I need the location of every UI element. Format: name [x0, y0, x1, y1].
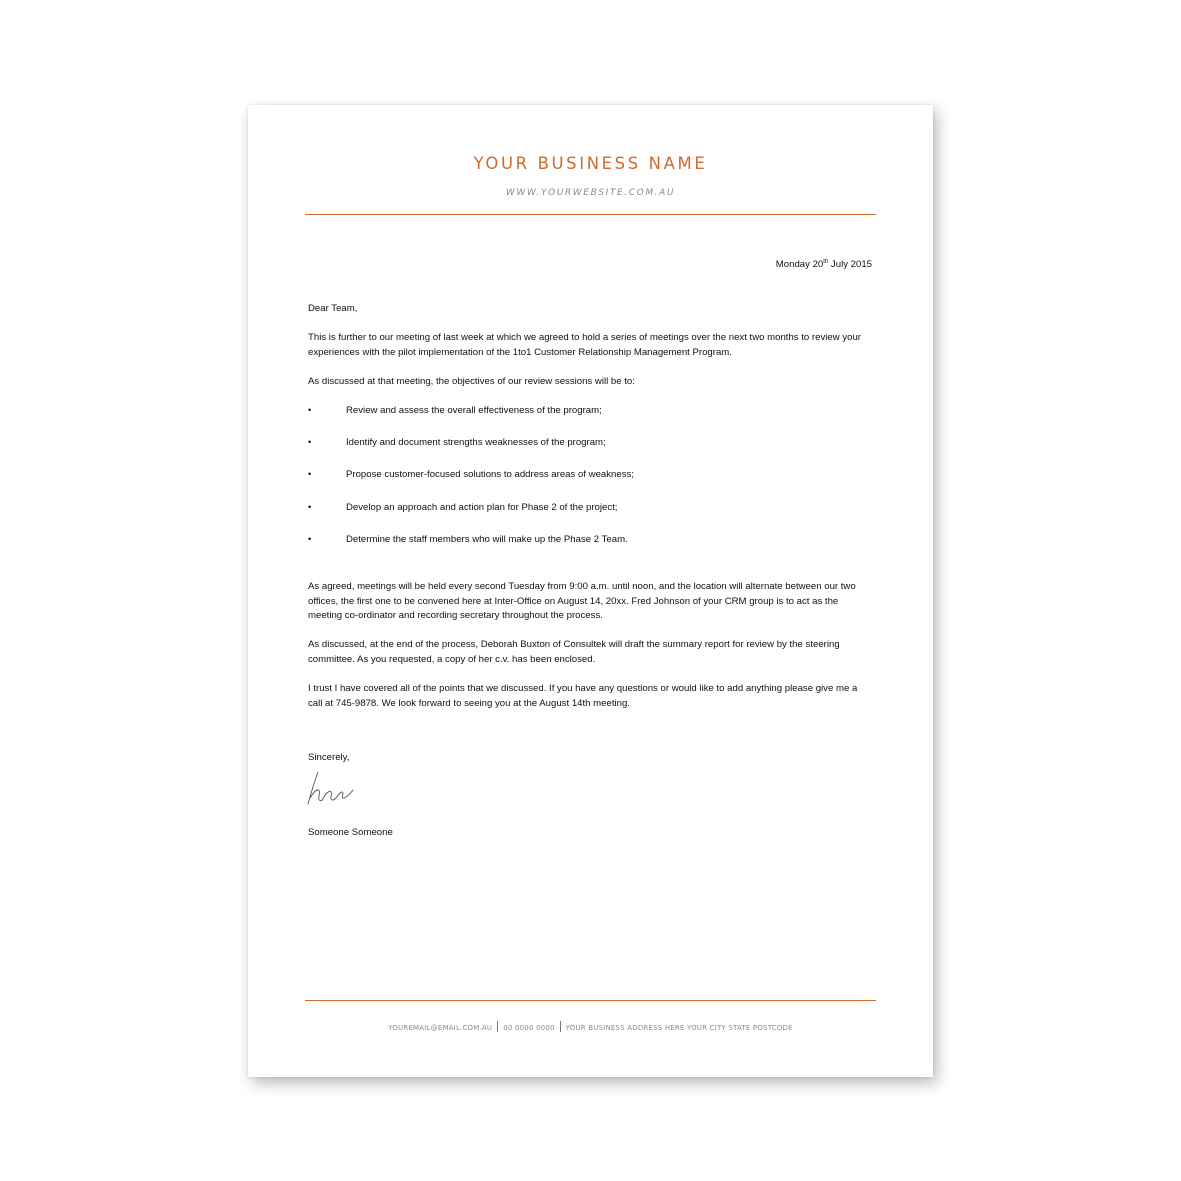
footer-phone: 00 0000 0000	[503, 1024, 555, 1032]
letter-date	[776, 258, 872, 273]
closing-paragraph: I trust I have covered all of the points that we discussed. If you have any questions or would like to add anything please give me a call at 745-9878. We look forward to seeing you at the August 14th meeting.	[308, 683, 858, 709]
objective-text: Review and assess the overall effectiveness of the program;	[346, 405, 602, 416]
bullet-icon: •	[308, 437, 312, 448]
bullet-icon: •	[308, 469, 312, 480]
footer-contact	[248, 1021, 933, 1034]
letterhead-page	[248, 105, 933, 1077]
footer-separator	[497, 1021, 498, 1032]
footer-divider	[305, 1000, 876, 1001]
report-paragraph: As discussed, at the end of the process, Deborah Buxton of Consultek will draft the summary report for review by the steering committee. As you requested, a copy of her c.v. has been enclosed.	[308, 639, 840, 665]
objectives-intro: As discussed at that meeting, the objectives of our review sessions will be to:	[308, 376, 635, 387]
intro-paragraph: This is further to our meeting of last week at which we agreed to hold a series of meetings over the next two months to review your experiences with the pilot implementation of the 1to1 Customer Relationship Management Program.	[308, 332, 861, 358]
signature-image	[306, 769, 370, 811]
website-url: WWW.YOURWEBSITE.COM.AU	[505, 188, 676, 198]
header-divider	[305, 214, 876, 215]
objective-text: Propose customer-focused solutions to address areas of weakness;	[346, 469, 634, 480]
footer-email: YOUREMAIL@EMAIL.COM.AU	[388, 1024, 493, 1032]
business-name: YOUR BUSINESS NAME	[473, 154, 708, 173]
objective-text: Identify and document strengths weaknesses of the program;	[346, 437, 606, 448]
meetings-paragraph: As agreed, meetings will be held every second Tuesday from 9:00 a.m. until noon, and the location will alternate between our two offices, the first one to be convened here at Inter-Office on August 14, 20xx. Fred Johnson of your CRM group is to act as the meeting co-ordinator and recording secretary throughout the process.	[308, 581, 856, 621]
objective-text: Develop an approach and action plan for Phase 2 of the project;	[346, 502, 618, 513]
footer-separator	[560, 1021, 561, 1032]
date-day: Monday 20	[775, 259, 824, 270]
signer-name: Someone Someone	[308, 827, 393, 838]
bullet-icon: •	[308, 405, 312, 416]
bullet-icon: •	[308, 502, 312, 513]
bullet-icon: •	[308, 534, 312, 545]
date-ordinal: th	[823, 259, 829, 265]
salutation: Dear Team,	[308, 303, 358, 314]
date-month-year: July 2015	[828, 259, 872, 270]
footer-address: YOUR BUSINESS ADDRESS HERE YOUR CITY STATE POSTCODE	[565, 1024, 793, 1032]
sign-off: Sincerely,	[308, 752, 350, 763]
objective-text: Determine the staff members who will make up the Phase 2 Team.	[346, 534, 628, 545]
